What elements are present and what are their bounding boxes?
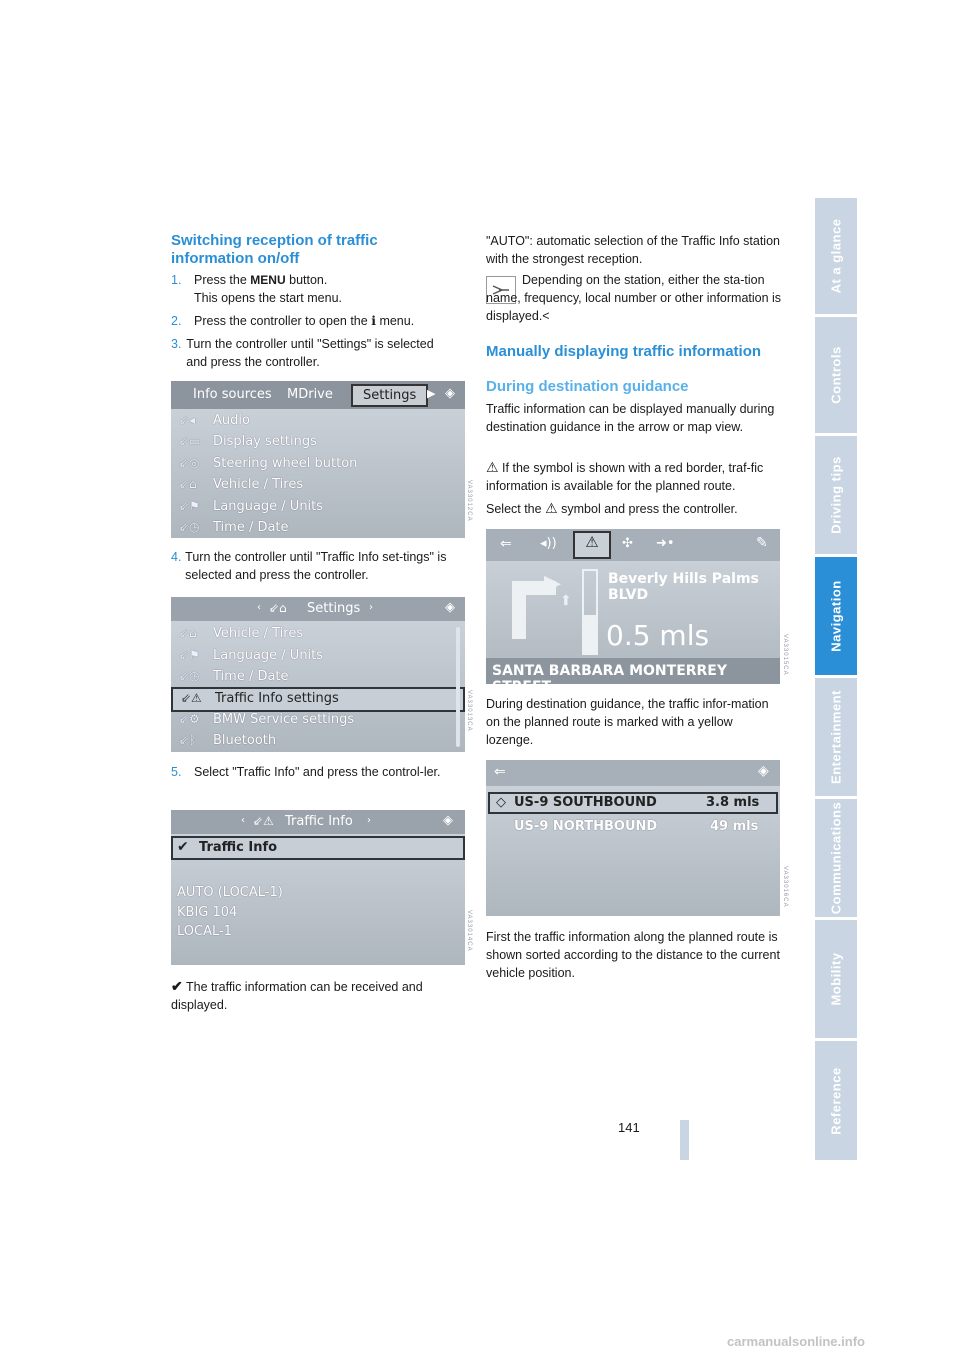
settings-icon[interactable]: ✎ bbox=[756, 535, 768, 551]
tab-settings[interactable]: Settings bbox=[351, 384, 428, 407]
steering-wheel-icon: ⇙◎ bbox=[179, 456, 200, 470]
menu-item-vehicle[interactable]: ⇙⌂ Vehicle / Tires bbox=[179, 477, 304, 492]
settings-menu-screen bbox=[171, 381, 465, 538]
guidance-toolbar bbox=[486, 529, 780, 561]
audio-icon[interactable]: ◂)) bbox=[540, 536, 557, 551]
step-4: 4. Turn the controller until "Traffic Info set-tings" is selected and press the controller. bbox=[171, 550, 447, 582]
audio-icon: ⇙◂ bbox=[179, 413, 196, 427]
car-icon: ⇙⌂ bbox=[179, 626, 197, 640]
back-icon[interactable]: ⇐ bbox=[500, 536, 512, 552]
manual-heading: Manually displaying traffic information bbox=[486, 343, 762, 360]
controller-icon: ◈ bbox=[445, 386, 455, 401]
tab-info-sources[interactable]: Info sources bbox=[193, 387, 272, 402]
screen-title: Settings bbox=[307, 601, 361, 616]
arrow-right-icon: › bbox=[367, 815, 371, 826]
side-tab-navigation[interactable]: Navigation bbox=[815, 557, 857, 675]
warning-triangle-icon: ⚠ bbox=[545, 500, 558, 516]
side-tab-mobility[interactable]: Mobility bbox=[815, 920, 857, 1038]
image-code: VA33012CA bbox=[466, 480, 472, 522]
menu-item-audio[interactable]: ⇙◂ Audio bbox=[179, 413, 250, 428]
step-1: 1. Press the MENU button. This opens the start menu. bbox=[171, 273, 342, 305]
red-border-paragraph: ⚠ If the symbol is shown with a red border, traf-fic information is available for the planned route. bbox=[486, 459, 764, 493]
step-3: 3. Turn the controller until "Settings" is selected and press the controller. bbox=[171, 337, 434, 369]
controller-icon: ◈ bbox=[443, 813, 453, 828]
warning-triangle-icon: ⚠ bbox=[486, 459, 499, 475]
menu-item-traffic-info-settings[interactable]: ⇙⚠ Traffic Info settings bbox=[171, 687, 465, 712]
display-icon: ⇙▭ bbox=[179, 434, 201, 448]
traffic-row-southbound[interactable]: ◇ US-9 SOUTHBOUND 3.8 mls bbox=[488, 792, 778, 814]
traffic-row-northbound[interactable]: US-9 NORTHBOUND 49 mls bbox=[514, 819, 759, 834]
side-tab-entertainment[interactable]: Entertainment bbox=[815, 678, 857, 796]
guidance-subheading: During destination guidance bbox=[486, 378, 689, 395]
menu-tab-bar bbox=[171, 381, 465, 409]
street-name: Beverly Hills Palms BLVD bbox=[608, 571, 759, 603]
cross-street-bar: SANTA BARBARA MONTERREY STREET bbox=[486, 658, 780, 684]
screen-title: Traffic Info bbox=[285, 814, 353, 829]
select-paragraph: Select the ⚠ symbol and press the controller. bbox=[486, 500, 738, 516]
step-5: 5. Select "Traffic Info" and press the control-ler. bbox=[171, 765, 441, 779]
checkmark-icon: ✔ bbox=[177, 839, 189, 855]
controller-icon: ◈ bbox=[445, 600, 455, 615]
footer-watermark: carmanualsonline.info bbox=[727, 1334, 865, 1349]
station-auto[interactable]: AUTO (LOCAL-1) bbox=[177, 885, 283, 900]
distance-value: 0.5 mls bbox=[606, 619, 710, 652]
manual-paragraph: Traffic information can be displayed manually during destination guidance in the arrow or map view. bbox=[486, 402, 775, 434]
lane-arrow-icon: ⬆ bbox=[560, 593, 572, 609]
menu-button-label: MENU bbox=[250, 273, 286, 287]
settings-submenu-screen bbox=[171, 597, 465, 752]
side-tab-at-a-glance[interactable]: At a glance bbox=[815, 198, 857, 314]
traffic-title-icon: ⇙⚠ bbox=[253, 814, 274, 828]
route-icon[interactable]: ✣ bbox=[622, 536, 633, 551]
clock-icon: ⇙◷ bbox=[179, 669, 200, 683]
menu-item-bluetooth[interactable]: ⇙ᛒ Bluetooth bbox=[179, 733, 277, 748]
side-tab-driving-tips[interactable]: Driving tips bbox=[815, 436, 857, 554]
traffic-list-toolbar bbox=[486, 760, 780, 786]
settings-title-bar bbox=[171, 597, 465, 621]
bluetooth-icon: ⇙ᛒ bbox=[179, 733, 197, 747]
back-icon[interactable]: ⇐ bbox=[494, 764, 506, 780]
image-code: VA33014CA bbox=[466, 910, 472, 952]
traffic-info-screen bbox=[171, 810, 465, 965]
checkmark-icon: ✔ bbox=[171, 978, 183, 994]
image-code: VA33015CA bbox=[782, 634, 788, 676]
settings-title-icon: ⇙⌂ bbox=[269, 601, 287, 615]
side-tab-communications[interactable]: Communications bbox=[815, 799, 857, 917]
side-tab-reference[interactable]: Reference bbox=[815, 1041, 857, 1160]
menu-item-time[interactable]: ⇙◷ Time / Date bbox=[179, 520, 289, 535]
step-2: 2. Press the controller to open the i menu. bbox=[171, 313, 415, 328]
arrow-left-icon: ‹ bbox=[257, 602, 261, 613]
menu-item-language[interactable]: ⇙⚑ Language / Units bbox=[179, 648, 324, 663]
page-number: 141 bbox=[618, 1120, 640, 1135]
language-icon: ⇙⚑ bbox=[179, 648, 200, 662]
scrollbar[interactable] bbox=[456, 627, 460, 747]
image-code: VA33016CA bbox=[782, 866, 788, 908]
guidance-screen bbox=[486, 529, 780, 695]
station-kbig[interactable]: KBIG 104 bbox=[177, 905, 238, 920]
controller-icon: ◈ bbox=[758, 763, 769, 779]
clock-icon: ⇙◷ bbox=[179, 520, 200, 534]
info-icon: i bbox=[371, 313, 376, 328]
menu-item-service[interactable]: ⇙⚙ BMW Service settings bbox=[179, 712, 355, 727]
auto-paragraph: "AUTO": automatic selection of the Traffic Info station with the strongest reception. bbox=[486, 234, 780, 266]
menu-item-steering[interactable]: ⇙◎ Steering wheel button bbox=[179, 456, 358, 471]
menu-item-vehicle[interactable]: ⇙⌂ Vehicle / Tires bbox=[179, 626, 304, 641]
menu-item-language[interactable]: ⇙⚑ Language / Units bbox=[179, 499, 324, 514]
page-number-bar bbox=[680, 1120, 689, 1160]
arrow-right-icon: ▶ bbox=[427, 387, 436, 400]
traffic-title-bar bbox=[171, 810, 465, 834]
menu-item-display[interactable]: ⇙▭ Display settings bbox=[179, 434, 317, 449]
traffic-icon: ⇙⚠ bbox=[181, 691, 202, 705]
section-heading: Switching reception of traffic information on/off bbox=[171, 232, 378, 267]
side-tab-controls[interactable]: Controls bbox=[815, 317, 857, 433]
image-code: VA33013CA bbox=[466, 690, 472, 732]
turn-arrow-icon: ▶ bbox=[544, 571, 561, 596]
menu-item-time[interactable]: ⇙◷ Time / Date bbox=[179, 669, 289, 684]
lozenge-paragraph: During destination guidance, the traffic infor-mation on the planned route is marked with a yellow lozenge. bbox=[486, 697, 769, 747]
tab-mdrive[interactable]: MDrive bbox=[287, 387, 333, 402]
language-icon: ⇙⚑ bbox=[179, 499, 200, 513]
traffic-warning-button[interactable]: ⚠ bbox=[573, 531, 611, 559]
car-icon: ⇙⌂ bbox=[179, 477, 197, 491]
sorted-paragraph: First the traffic information along the planned route is shown sorted according to the distance to the current vehicle position. bbox=[486, 930, 780, 980]
traffic-list-screen bbox=[486, 760, 780, 916]
lozenge-icon: ◇ bbox=[496, 795, 506, 810]
note-paragraph: Depending on the station, either the sta-tion name, frequency, local number or other information is displayed.< bbox=[486, 273, 782, 323]
traffic-info-checkbox[interactable]: ✔ Traffic Info bbox=[171, 836, 465, 860]
arrow-right-icon: › bbox=[369, 602, 373, 613]
arrow-view-icon[interactable]: ➜• bbox=[656, 536, 675, 551]
distance-bar-fill bbox=[584, 615, 596, 653]
arrow-left-icon: ‹ bbox=[241, 815, 245, 826]
station-local[interactable]: LOCAL-1 bbox=[177, 924, 232, 939]
service-icon: ⇙⚙ bbox=[179, 712, 200, 726]
received-note: ✔ The traffic information can be received and displayed. bbox=[171, 978, 423, 1012]
